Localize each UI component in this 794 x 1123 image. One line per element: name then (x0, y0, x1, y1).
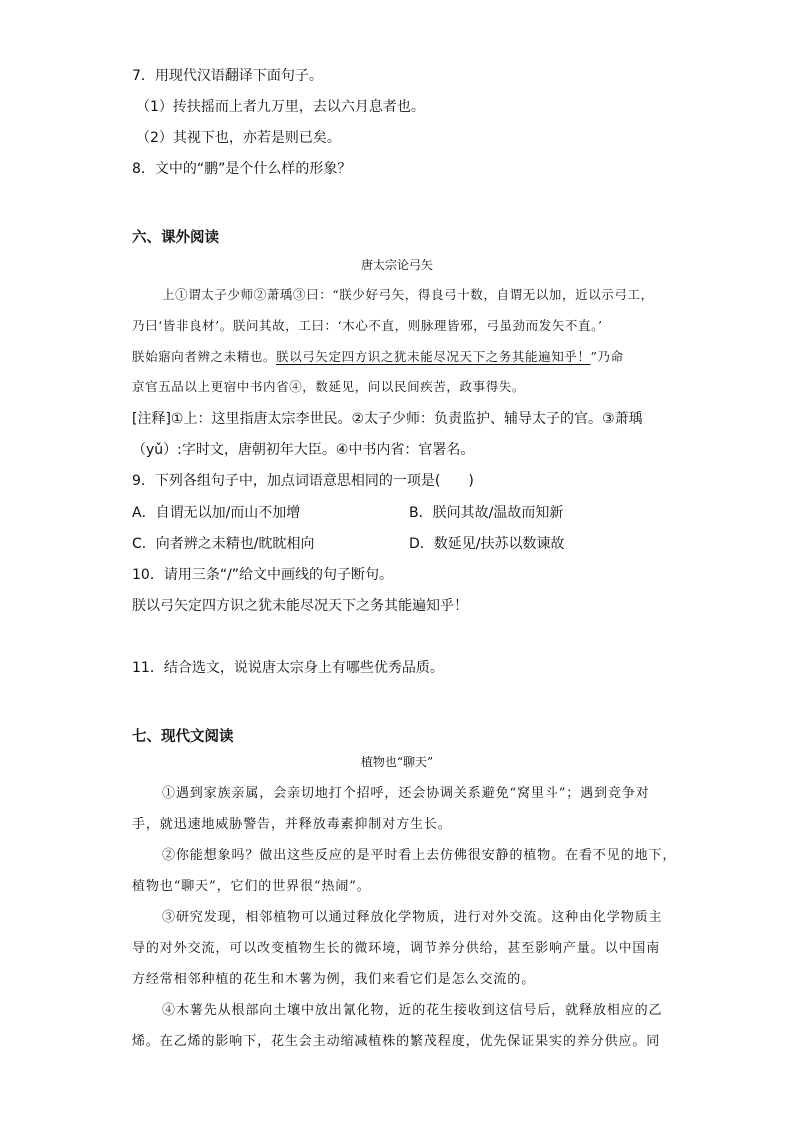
question-11: 11．结合选文，说说唐太宗身上有哪些优秀品质。 (132, 660, 444, 676)
passage-6-line-3 (132, 347, 624, 367)
passage-6-line-2: 乃曰‘皆非良材’。朕问其故，工曰：‘木心不直，则脉理皆邪，弓虽劲而发矢不直。’ (132, 318, 603, 333)
section-6-title: 唐太宗论弓矢 (360, 258, 433, 272)
passage-6-line-1: 上①谓太子少师②萧瑀③曰：“朕少好弓矢，得良弓十数，自谓无以加，近以示弓工， (162, 287, 654, 302)
question-7-sentence-1: （1）抟扶摇而上者九万里，去以六月息者也。 (136, 99, 425, 115)
option-b: B．朕问其故/温故而知新 (409, 505, 564, 521)
question-7-sentence-2: （2）其视下也，亦若是则已矣。 (136, 130, 341, 146)
passage-7-line-3: ②你能想象吗？做出这些反应的是平时看上去仿佛很安静的植物。在看不见的地下， (162, 848, 677, 863)
section-6-heading: 六、课外阅读 (132, 230, 219, 246)
section-7-heading: 七、现代文阅读 (132, 729, 234, 745)
option-d: D．数延见/扶苏以数谏故 (409, 536, 565, 552)
section-7-title: 植物也“聊天” (360, 755, 434, 769)
passage-7-line-5: ③研究发现，相邻植物可以通过释放化学物质，进行对外交流。这种由化学物质主 (162, 910, 663, 925)
passage-7-line-7: 方经常相邻种植的花生和木薯为例，我们来看它们是怎么交流的。 (132, 972, 536, 987)
passage-7-line-8: ④木薯先从根部向土壤中放出氰化物，近的花生接收到这信号后，就释放相应的乙 (162, 1003, 663, 1018)
passage-7-line-9: 烯。在乙烯的影响下，花生会主动缩减植株的繁茂程度，优先保证果实的养分供应。同 (132, 1034, 661, 1049)
passage-7-line-6: 导的对外交流，可以改变植物生长的微环境，调节养分供给，甚至影响产量。以中国南 (132, 941, 661, 956)
option-a: A．自谓无以加/而山不加增 (132, 505, 301, 521)
annotation-line-1: [注释]①上：这里指唐太宗李世民。②太子少师：负责监护、辅导太子的官。③萧瑀 (132, 411, 643, 427)
option-c: C．向者辨之未精也/眈眈相向 (132, 536, 315, 552)
passage-6-line-3-end: ”乃命 (590, 349, 624, 364)
passage-7-line-4: 植物也“聊天”，它们的世界很“热闹”。 (132, 879, 371, 894)
question-10: 10．请用三条“/”给文中画线的句子断句。 (132, 567, 394, 583)
passage-6-line-4: 京官五品以上更宿中书内省④，数延见，问以民间疾苦，政事得失。 (132, 379, 526, 394)
underlined-sentence: 朕以弓矢定四方识之犹未能尽况天下之务其能遍知乎！ (276, 349, 591, 364)
passage-6-line-3-start: 朕始寤向者辨之未精也。 (132, 349, 277, 364)
passage-7-line-2: 手，就迅速地威胁警告，并释放毒素抑制对方生长。 (132, 817, 452, 832)
passage-7-line-1: ①遇到家族亲属，会亲切地打个招呼，还会协调关系避免“窝里斗”；遇到竞争对 (162, 786, 650, 801)
annotation-line-2: （yǔ）:字时文，唐朝初年大臣。④中书内省：官署名。 (132, 442, 475, 458)
question-7: 7．用现代汉语翻译下面句子。 (132, 68, 323, 84)
question-9: 9．下列各组句子中，加点词语意思相同的一项是( ) (132, 473, 474, 489)
question-8: 8．文中的“鹏”是个什么样的形象？ (132, 161, 352, 177)
question-10-sentence: 朕以弓矢定四方识之犹未能尽况天下之务其能遍知乎！ (132, 598, 468, 614)
